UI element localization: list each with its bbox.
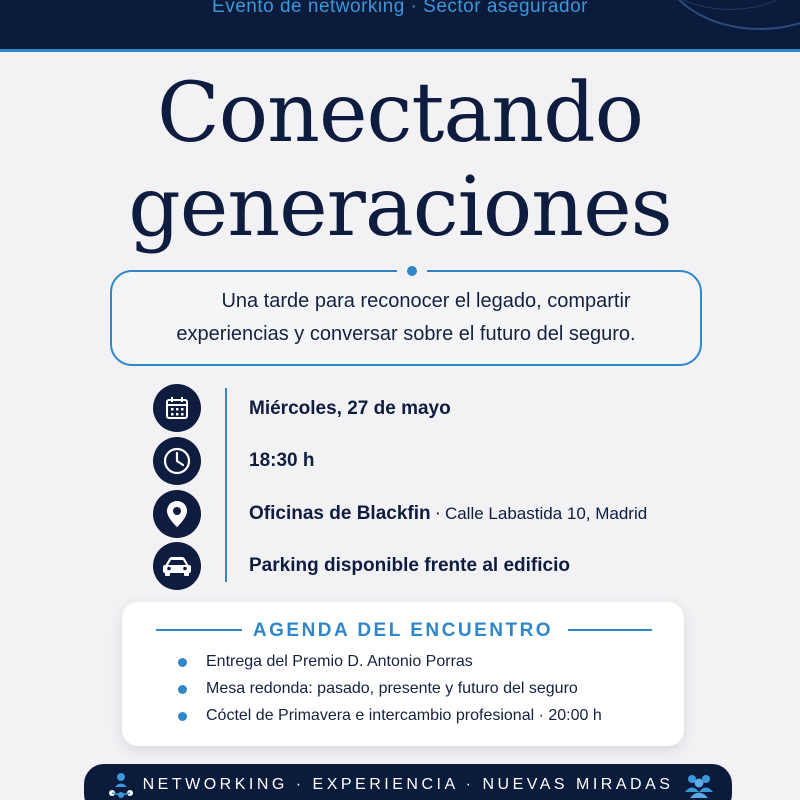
decorative-dot [407,266,417,276]
intro-line-1: Una tarde para reconocer el legado, compartir [221,290,631,312]
location-pin-icon [153,490,201,538]
group-icon [684,772,714,800]
agenda-card [122,602,684,746]
bullet-icon [178,712,187,721]
agenda-item-text: Mesa redonda: pasado, presente y futuro del seguro [206,680,578,697]
parking-info: Parking disponible frente al edificio [249,555,570,576]
agenda-item [180,707,602,725]
venue-address: Calle Labastida 10, Madrid [444,504,648,523]
separator: · [434,503,441,524]
agenda-item [180,653,473,671]
page-title-line-2: generaciones [128,160,672,255]
venue-name: Oficinas de Blackfin [249,503,431,524]
intro-line-2: experiencias y conversar sobre el futuro del seguro. [176,323,636,345]
event-subtitle: Evento de networking · Sector asegurador [212,0,588,17]
footer-bar [84,764,732,800]
bullet-icon [178,685,187,694]
agenda-title: AGENDA DEL ENCUENTRO [252,620,554,641]
agenda-item [180,680,578,698]
agenda-item-text: Cóctel de Primavera e intercambio profesional · 20:00 h [206,707,602,724]
agenda-item-text: Entrega del Premio D. Antonio Porras [206,653,473,670]
event-date: Miércoles, 27 de mayo [249,398,451,419]
details-divider [225,388,227,582]
footer-tagline: NETWORKING · EXPERIENCIA · NUEVAS MIRADAS [142,776,674,793]
clock-icon [153,437,201,485]
page-title-line-1: Conectando [157,66,643,161]
event-time: 18:30 h [249,450,315,471]
event-location [249,503,647,525]
header-bar [0,0,800,52]
agenda-rule [568,629,652,631]
calendar-icon [153,384,201,432]
car-icon [153,542,201,590]
bullet-icon [178,658,187,667]
intro-box [110,270,702,366]
